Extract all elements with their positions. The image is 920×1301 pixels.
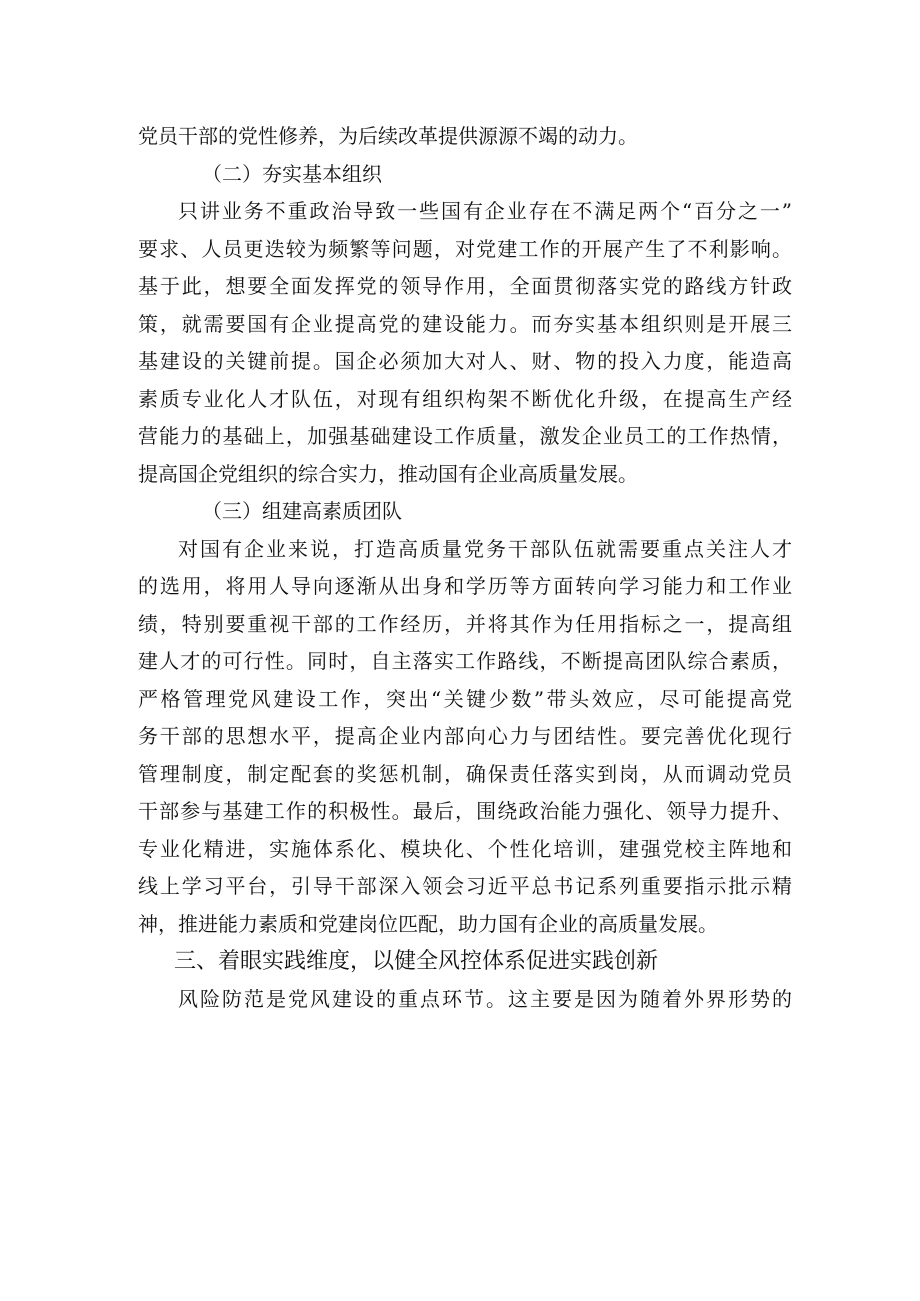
paragraph-line: 提高国企党组织的综合实力，推动国有企业高质量发展。	[138, 461, 638, 486]
paragraph-line: 线上学习平台，引导干部深入领会习近平总书记系列重要指示批示精	[138, 874, 792, 898]
paragraph-continuation-line: 党员干部的党性修养，为后续改革提供源源不竭的动力。	[138, 124, 638, 148]
paragraph-line: 基建设的关键前提。国企必须加大对人、财、物的投入力度，能造高	[138, 349, 792, 373]
section-heading-three: 三、着眼实践维度，以健全风控体系促进实践创新	[174, 949, 659, 974]
paragraph-line: 务干部的思想水平，提高企业内部向心力与团结性。要完善优化现行	[138, 724, 792, 748]
paragraph-line: 严格管理党风建设工作，突出“关键少数”带头效应，尽可能提高党	[138, 686, 792, 711]
subheading-two: （二）夯实基本组织	[202, 161, 382, 186]
paragraph-line: 营能力的基础上，加强基础建设工作质量，激发企业员工的工作热情，	[138, 424, 792, 448]
paragraph-line: 对国有企业来说，打造高质量党务干部队伍就需要重点关注人才	[178, 536, 792, 561]
paragraph-line: 风险防范是党风建设的重点环节。这主要是因为随着外界形势的	[178, 987, 792, 1011]
paragraph-build-team	[138, 531, 792, 944]
paragraph-consolidate-organization	[138, 193, 792, 493]
paragraph-line: 干部参与基建工作的积极性。最后，围绕政治能力强化、领导力提升、	[138, 799, 792, 823]
subheading-three: （三）组建高素质团队	[202, 499, 402, 523]
paragraph-line: 策，就需要国有企业提高党的建设能力。而夯实基本组织则是开展三	[138, 311, 792, 336]
paragraph-line: 的选用，将用人导向逐渐从出身和学历等方面转向学习能力和工作业	[138, 574, 792, 598]
paragraph-line: 基于此，想要全面发挥党的领导作用，全面贯彻落实党的路线方针政	[138, 274, 792, 298]
document-page	[138, 118, 792, 1019]
paragraph-line: 绩，特别要重视干部的工作经历，并将其作为任用指标之一，提高组	[138, 611, 792, 636]
paragraph-line: 素质专业化人才队伍，对现有组织构架不断优化升级，在提高生产经	[138, 386, 792, 411]
paragraph-risk-prevention	[138, 981, 792, 1019]
paragraph-line: 要求、人员更迭较为频繁等问题，对党建工作的开展产生了不利影响。	[138, 236, 792, 261]
paragraph-line: 神，推进能力素质和党建岗位匹配，助力国有企业的高质量发展。	[138, 911, 718, 936]
paragraph-line: 建人才的可行性。同时，自主落实工作路线，不断提高团队综合素质，	[138, 649, 792, 673]
paragraph-line: 专业化精进，实施体系化、模块化、个性化培训，建强党校主阵地和	[138, 836, 792, 861]
paragraph-line: 管理制度，制定配套的奖惩机制，确保责任落实到岗，从而调动党员	[138, 761, 792, 786]
paragraph-line: 只讲业务不重政治导致一些国有企业存在不满足两个“百分之一”	[178, 199, 792, 223]
